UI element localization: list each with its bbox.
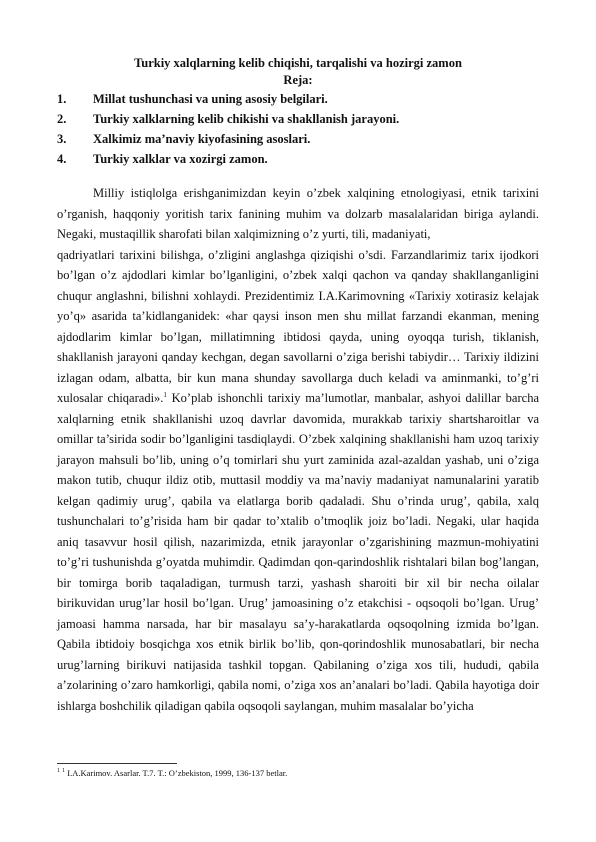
footnote xyxy=(57,768,287,779)
document-title: Turkiy xalqlarning kelib chiqishi, tarqalishi va hozirgi zamon xyxy=(134,56,462,70)
plan-item-number: 3. xyxy=(57,132,67,146)
plan-item xyxy=(57,149,539,169)
paragraph-intro: Milliy istiqlolga erishganimizdan keyin o’zbek xalqining etnologiyasi, etnik tarixini o’rganish, haqqoniy yoritish tarix fanining muhim va dolzarb masalalaridan biriga aylandi. Negaki, mustaqillik sharofati bilan xalqimizning o’z yurti, tili, madaniyati, xyxy=(57,186,539,241)
footnote-divider xyxy=(57,763,177,764)
plan-item xyxy=(57,129,539,149)
plan-item-text: Turkiy xalklar va xozirgi zamon. xyxy=(93,152,268,166)
plan-item-number: 4. xyxy=(57,152,67,166)
body-text xyxy=(57,183,539,716)
page-content xyxy=(57,55,539,716)
plan-heading: Reja: xyxy=(283,73,313,87)
plan-item-number: 1. xyxy=(57,92,67,106)
plan-item-text: Millat tushunchasi va uning asosiy belgilari. xyxy=(93,92,328,106)
paragraph-text: qadriyatlari tarixini bilishga, o’zligini anglashga qiziqishi o’sdi. Farzandlarimiz tarix ijodkori bo’lgan o’z ajdodlari kimlar bo’lganligini, o’zbek xalqi qachon va qanday shakllanganligini chuqur anglashni, bilishni xohlaydi. Prezidentimiz I.A.Karimovning «Tarixiy xotirasiz kelajak yo’q» asarida ta’kidlanganidek: «har qaysi inson men shu millat farzandi ekanman, mening ajdodlarim kimlar bo’lgan, millatimning ibtidosi qayda, uning oyoqqa turish, tiklanish, shakllanish jarayoni qanday kechgan, degan savollarni o’ziga berishi tabiydir… Tarixiy ildizini izlagan odam, albatta, bir kun mana shunday savollarga duch keladi va aminmanki, to’g’ri xulosalar chiqaradi». xyxy=(57,247,539,405)
footnote-text: I.A.Karimov. Asarlar. T.7. T.: O’zbekiston, 1999, 136-137 betlar. xyxy=(67,768,288,778)
paragraph-text: Ko’plab ishonchli tarixiy ma’lumotlar, manbalar, ashyoi dalillar barcha xalqlarning etnik shakllanishi uzoq davrlar davomida, murakkab tarixiy shartsharoitlar va omillar ta’sirida sodir bo’lganligini tasdiqlaydi. O’zbek xalqining shakllanishi ham uzoq tarixiy jarayon mahsuli bo’lib, uning o’q tomirlari shu yurt zaminida azal-azaldan yashab, uni o’ziga makon tutib, chuqur ildiz otib, muttasil moddiy va ma’naviy madaniyat namunalarini yaratib kelgan qadimiy urug’, qabila va elatlarga borib qadaladi. Shu o’rinda urug’, qabila, xalq tushunchalari to’g’risida ham bir qadar to’xtalib o’tmoqlik joiz bo’ladi. Negaki, ular haqida aniq tasavvur hosil qilish, nazarimizda, etnik jarayonlar o’zgarishining mazmun-mohiyatini to’g’ri tushunishda g’oyatda muhimdir. Qadimdan qon-qarindoshlik rishtalari bilan bog’langan, bir tomirga borib taqaladigan, turmush tarzi, yashash sharoiti bir xil bir necha oilalar birikuvidan urug’lar hosil bo’lgan. Urug’ jamoasining o’z etakchisi - oqsoqoli bo’lgan. Urug’ jamoasi hamma narsada, har bir masalayu sa’y-harakatlarda oqsoqolning izmida bo’lgan. Qabila ibtidoiy bosqichga xos etnik birlik bo’lib, qon-qorindoshlik munosabatlari, bir necha urug’larning birikuvi natijasida tashkil topgan. Qabilaning o’ziga xos tili, hududi, qabila a’zolarining o’zaro hamkorligi, qabila nomi, o’ziga xos an’analari bo’ladi. Qabila hayotiga doir ishlarga boshchilik qiladigan qabila oqsoqoli saylangan, muhim masalalar bo’yicha xyxy=(57,391,539,713)
plan-item-text: Xalkimiz ma’naviy kiyofasining asoslari. xyxy=(93,132,311,146)
plan-list xyxy=(57,89,539,169)
plan-item-number: 2. xyxy=(57,112,67,126)
plan-item-text: Turkiy xalklarning kelib chikishi va shakllanish jarayoni. xyxy=(93,112,400,126)
footnote-marker-secondary: 1 xyxy=(62,768,66,775)
plan-item xyxy=(57,89,539,109)
footnote-marker: 1 xyxy=(57,768,60,775)
footnote-reference[interactable]: 1 xyxy=(163,390,167,399)
plan-item xyxy=(57,109,539,129)
paragraph-main xyxy=(57,245,539,717)
